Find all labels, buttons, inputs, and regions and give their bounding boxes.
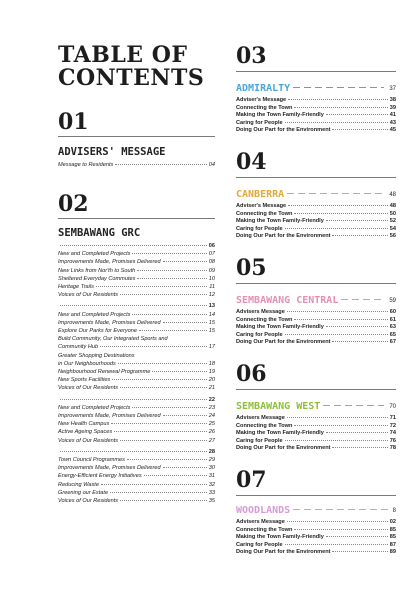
toc-entry[interactable]	[236, 549, 396, 555]
leader-dots	[132, 314, 206, 315]
toc-entry[interactable]	[236, 430, 396, 436]
toc-entry[interactable]	[236, 415, 396, 421]
leader-dots	[285, 440, 388, 441]
toc-entry-label: New and Completed Projects	[58, 251, 131, 258]
toc-entry-label: Explore Our Parks for Everyone	[58, 328, 137, 334]
leader-dots	[332, 551, 387, 552]
toc-entry-label: Improvements Made, Promises Delivered	[58, 319, 161, 326]
section-heading-sembawang-grc: SEMBAWANG GRC	[58, 227, 141, 239]
toc-title	[58, 44, 204, 90]
toc-entry-page: 67	[389, 339, 396, 346]
toc-entry-label: in Our Neighbourhoods	[58, 360, 116, 367]
toc-entry[interactable]	[58, 473, 215, 479]
section-heading-row[interactable]	[236, 505, 396, 517]
leader-dots	[326, 536, 388, 537]
leader-dots	[100, 346, 207, 347]
leader-dots	[152, 371, 206, 372]
toc-entry-page: 10	[208, 275, 215, 282]
toc-entry[interactable]	[58, 498, 215, 504]
toc-entry[interactable]	[58, 438, 215, 444]
toc-entry[interactable]	[236, 226, 396, 232]
toc-entry-label: Making the Town Family-Friendly	[236, 218, 324, 225]
toc-entry-page: 30	[208, 465, 215, 472]
toc-entry[interactable]	[236, 233, 396, 239]
toc-entry-page: 35	[208, 498, 215, 504]
toc-entry-label: Caring for People	[236, 437, 283, 444]
toc-entry-label: Caring for People	[236, 331, 283, 338]
section-heading-page: 59	[389, 298, 396, 304]
toc-entry-page: 48	[389, 203, 396, 209]
toc-entry[interactable]	[58, 405, 215, 411]
toc-entry-page: 85	[389, 526, 396, 533]
leader-dots	[163, 261, 207, 262]
toc-entry-page: 87	[389, 541, 396, 548]
toc-entry-page: 29	[208, 457, 215, 463]
toc-entry-page: 17	[208, 344, 215, 351]
divider	[58, 218, 215, 219]
toc-entry-page: 18	[208, 360, 215, 367]
leader-dots	[120, 294, 207, 295]
toc-entry-page: 23	[208, 404, 215, 411]
toc-entry-label: Improvements Made, Promises Delivered	[58, 413, 161, 419]
leader-dots	[60, 399, 207, 400]
leader-dots	[137, 278, 206, 279]
toc-entry[interactable]	[58, 449, 215, 455]
leader-dots	[60, 451, 207, 452]
toc-entry-page: 27	[208, 437, 215, 444]
toc-entry-label: Making the Town Family-Friendly	[236, 112, 324, 119]
toc-entry[interactable]	[236, 332, 396, 338]
toc-entry-label: Voices of Our Residents	[58, 292, 119, 299]
leader-dots	[287, 521, 388, 522]
toc-entry[interactable]	[236, 317, 396, 323]
section-number-03: 03	[236, 43, 267, 69]
section-heading: CANBERRA	[236, 189, 285, 200]
divider	[236, 283, 396, 284]
toc-entry-page: 04	[208, 162, 215, 168]
leader-dashes	[323, 405, 384, 406]
toc-entry-label: Greening our Estate	[58, 489, 109, 496]
leader-dots	[120, 440, 207, 441]
leader-dots	[294, 425, 387, 426]
toc-entry-page: 78	[389, 445, 396, 452]
toc-entry[interactable]	[236, 211, 396, 217]
toc-entry[interactable]	[58, 268, 215, 274]
toc-entry[interactable]	[58, 385, 215, 391]
section-heading: SEMBAWANG WEST	[236, 401, 321, 412]
leader-dots	[114, 431, 207, 432]
toc-entry[interactable]	[236, 438, 396, 444]
toc-entry[interactable]	[58, 421, 215, 427]
leader-dots	[96, 286, 207, 287]
toc-entry[interactable]	[58, 276, 215, 282]
toc-entry[interactable]	[236, 527, 396, 533]
toc-entry-label: Making the Town Family-Friendly	[236, 430, 324, 437]
toc-entry-label: New and Completed Projects	[58, 404, 131, 411]
toc-entry[interactable]	[236, 203, 396, 209]
section-number-04: 04	[236, 149, 267, 175]
leader-dashes	[293, 87, 384, 88]
toc-entry-page: 15	[208, 328, 215, 334]
section-heading: WOODLANDS	[236, 505, 291, 516]
toc-entry-page: 28	[208, 448, 215, 455]
toc-entry-label: Voices of Our Residents	[58, 385, 119, 392]
toc-entry[interactable]	[236, 309, 396, 315]
toc-entry[interactable]	[58, 328, 215, 334]
section-heading-page: 8	[392, 508, 396, 514]
toc-entry[interactable]	[236, 120, 396, 126]
toc-entry-label: Doing Our Part for the Environment	[236, 549, 331, 556]
leader-dots	[288, 205, 388, 206]
toc-entry[interactable]	[58, 429, 215, 435]
toc-entry-page: 56	[389, 233, 396, 240]
toc-entry-page: 13	[208, 303, 215, 310]
toc-entry-label: Active Ageing Spaces	[58, 429, 113, 436]
section-heading-row[interactable]	[236, 295, 396, 307]
toc-entry-label: Adviser's Message	[236, 97, 287, 103]
leader-dots	[332, 447, 387, 448]
section-heading-row[interactable]	[236, 83, 396, 95]
toc-entry-label: Advisers Message	[236, 415, 285, 421]
leader-dots	[326, 432, 388, 433]
toc-entry-page: 19	[208, 369, 215, 375]
toc-entry[interactable]	[58, 344, 215, 350]
toc-entry-page: 65	[389, 331, 396, 338]
toc-entry-page: 60	[389, 309, 396, 315]
leader-dots	[332, 129, 387, 130]
toc-entry-page: 72	[389, 422, 396, 429]
toc-entry[interactable]	[58, 292, 215, 298]
leader-dots	[294, 213, 387, 214]
toc-entry[interactable]	[236, 105, 396, 111]
leader-dots	[326, 114, 388, 115]
toc-entry[interactable]	[58, 377, 215, 383]
divider	[236, 177, 396, 178]
toc-entry-label: Town Council Programmes	[58, 457, 125, 463]
section-number-02: 02	[58, 191, 89, 217]
toc-entry[interactable]	[58, 259, 215, 265]
toc-entry-label: Heritage Trails	[58, 284, 94, 290]
leader-dots	[285, 122, 388, 123]
toc-entry[interactable]	[236, 519, 396, 525]
leader-dots	[287, 311, 388, 312]
toc-entry-page: 08	[208, 259, 215, 266]
toc-entry-page: 26	[208, 429, 215, 436]
toc-entry[interactable]	[58, 482, 215, 488]
leader-dots	[132, 253, 206, 254]
leader-dots	[101, 484, 207, 485]
section-number-05: 05	[236, 255, 267, 281]
section-heading-row[interactable]	[236, 189, 396, 201]
toc-entry[interactable]	[236, 97, 396, 103]
toc-entry[interactable]	[58, 397, 215, 403]
leader-dots	[120, 387, 207, 388]
toc-entry-label: Caring for People	[236, 119, 283, 126]
toc-entry-label: Making the Town Family-Friendly	[236, 324, 324, 331]
leader-dots	[111, 423, 206, 424]
toc-title-line2: CONTENTS	[58, 65, 205, 91]
toc-entry[interactable]	[236, 339, 396, 345]
toc-entry-page: 85	[389, 534, 396, 541]
toc-entry-label: New Links from Nor'th to South	[58, 267, 136, 274]
toc-entry-label: Build Community, Our Integrated Sports and	[58, 336, 168, 343]
toc-entry-page: 24	[208, 413, 215, 419]
toc-entry[interactable]	[58, 353, 215, 359]
toc-entry-label: Improvements Made, Promises Delivered	[58, 259, 161, 266]
toc-entry[interactable]	[58, 320, 215, 326]
toc-entry[interactable]	[236, 445, 396, 451]
toc-entry-label: Making the Town Family-Friendly	[236, 534, 324, 541]
toc-entry-label: Neighbourhood Renewal Programme	[58, 369, 151, 375]
toc-entry-page: 25	[208, 421, 215, 428]
toc-entry-page: 63	[389, 324, 396, 331]
toc-entry-label: Reducing Waste	[58, 481, 99, 488]
leader-dots	[326, 326, 388, 327]
leader-dots	[288, 99, 388, 100]
divider	[236, 495, 396, 496]
toc-entry-page: 20	[208, 377, 215, 384]
leader-dots	[285, 334, 388, 335]
divider	[58, 136, 215, 137]
leader-dashes	[287, 193, 384, 194]
toc-entry-page: 32	[208, 481, 215, 488]
section-heading-page: 48	[389, 192, 396, 198]
divider	[236, 71, 396, 72]
leader-dots	[332, 235, 387, 236]
toc-entry-label: Connecting the Town	[236, 526, 293, 533]
toc-entry-label: Caring for People	[236, 541, 283, 548]
toc-entry[interactable]	[58, 336, 215, 342]
toc-entry-page: 61	[389, 316, 396, 323]
toc-entry-page: 11	[209, 284, 215, 290]
leader-dots	[294, 529, 387, 530]
toc-entry-page: 89	[389, 549, 396, 556]
toc-entry-label: Doing Our Part for the Environment	[236, 127, 331, 134]
leader-dots	[118, 363, 207, 364]
toc-entry-page: 76	[389, 437, 396, 444]
leader-dots	[60, 245, 207, 246]
toc-entry[interactable]	[58, 465, 215, 471]
toc-entry-label: Community Hub	[58, 344, 99, 351]
section-heading: SEMBAWANG CENTRAL	[236, 295, 339, 306]
toc-entry-page: 74	[389, 430, 396, 437]
toc-entry[interactable]	[58, 312, 215, 318]
toc-entry-label: New and Completed Projects	[58, 311, 131, 318]
toc-entry[interactable]	[236, 534, 396, 540]
toc-title-line1: TABLE OF	[58, 42, 188, 68]
toc-entry-page: 43	[389, 119, 396, 126]
leader-dots	[294, 319, 387, 320]
toc-entry[interactable]	[58, 361, 215, 367]
toc-entry[interactable]	[58, 490, 215, 496]
toc-entry-label: Voices of Our Residents	[58, 437, 119, 444]
leader-dots	[120, 500, 207, 501]
leader-dots	[285, 228, 388, 229]
leader-dots	[115, 164, 206, 165]
toc-entry-label: Doing Our Part for the Environment	[236, 339, 331, 346]
leader-dots	[332, 341, 387, 342]
toc-entry-label: Voices of Our Residents	[58, 498, 119, 504]
toc-entry-label: New Sports Facilities	[58, 377, 111, 384]
toc-entry-page: 06	[208, 243, 215, 249]
leader-dots	[144, 475, 207, 476]
toc-entry-label: Connecting the Town	[236, 316, 293, 323]
toc-entry-page: 07	[208, 251, 215, 258]
toc-entry-page: 38	[389, 97, 396, 103]
toc-entry-label: Greater Shopping Destinations	[58, 352, 135, 359]
toc-entry-label: Doing Our Part for the Environment	[236, 233, 331, 240]
toc-entry[interactable]	[58, 243, 215, 249]
toc-entry[interactable]	[236, 423, 396, 429]
toc-entry-label: Message to Residents	[58, 162, 114, 168]
leader-dots	[163, 467, 207, 468]
toc-entry[interactable]	[58, 413, 215, 419]
toc-entry-label: Advisers Message	[236, 519, 285, 525]
toc-entry[interactable]	[236, 542, 396, 548]
toc-entry-page: 21	[208, 385, 215, 392]
toc-entry-page: 12	[208, 292, 215, 299]
toc-entry-page: 02	[389, 519, 396, 525]
leader-dots	[112, 379, 207, 380]
toc-entry-label: Doing Our Part for the Environment	[236, 445, 331, 452]
section-heading-row[interactable]	[236, 401, 396, 413]
toc-entry-label: Caring for People	[236, 225, 283, 232]
toc-entry-page: 09	[208, 267, 215, 274]
toc-entry-page: 33	[208, 489, 215, 496]
section-number-06: 06	[236, 361, 267, 387]
leader-dots	[127, 459, 207, 460]
toc-entry-page: 39	[389, 104, 396, 111]
toc-entry[interactable]	[58, 162, 215, 168]
toc-entry-page: 52	[389, 218, 396, 225]
leader-dots	[60, 305, 207, 306]
toc-entry-page: 50	[389, 210, 396, 217]
leader-dots	[294, 107, 387, 108]
toc-entry-label: Connecting the Town	[236, 422, 293, 429]
leader-dots	[163, 415, 207, 416]
leader-dots	[326, 220, 388, 221]
toc-entry[interactable]	[58, 457, 215, 463]
toc-entry-page: 31	[208, 473, 215, 480]
section-heading-page: 70	[389, 404, 396, 410]
toc-entry[interactable]	[236, 324, 396, 330]
leader-dots	[139, 330, 207, 331]
leader-dashes	[341, 299, 384, 300]
toc-entry-page: 45	[389, 127, 396, 134]
toc-entry[interactable]	[58, 303, 215, 309]
toc-entry[interactable]	[58, 369, 215, 375]
toc-entry-page: 22	[208, 396, 215, 403]
leader-dots	[285, 544, 388, 545]
divider	[236, 389, 396, 390]
toc-entry-page: 15	[208, 319, 215, 326]
toc-entry[interactable]	[236, 127, 396, 133]
section-number-01: 01	[58, 109, 89, 135]
toc-entry-label: Improvements Made, Promises Delivered	[58, 465, 161, 472]
leader-dots	[163, 322, 207, 323]
leader-dots	[132, 407, 206, 408]
toc-entry-label: New Health Campus	[58, 421, 110, 428]
toc-entry-page: 14	[208, 311, 215, 318]
toc-entry[interactable]	[58, 251, 215, 257]
toc-entry[interactable]	[58, 284, 215, 290]
toc-entry-label: Connecting the Town	[236, 104, 293, 111]
toc-entry-page: 54	[389, 225, 396, 232]
toc-entry-page: 71	[389, 415, 396, 421]
toc-entry-label: Advisers Message	[236, 309, 285, 315]
leader-dashes	[293, 509, 387, 510]
section-heading-advisers-message: ADVISERS' MESSAGE	[58, 146, 166, 158]
leader-dots	[287, 417, 388, 418]
toc-entry-label: Connecting the Town	[236, 210, 293, 217]
toc-entry[interactable]	[236, 218, 396, 224]
leader-dots	[137, 270, 207, 271]
leader-dots	[110, 492, 207, 493]
section-number-07: 07	[236, 467, 267, 493]
section-heading-page: 37	[389, 86, 396, 92]
toc-entry-page: 41	[389, 112, 396, 119]
toc-entry-label: Energy-Efficient Energy Initiatives	[58, 473, 142, 480]
toc-entry[interactable]	[236, 112, 396, 118]
section-heading: ADMIRALTY	[236, 83, 291, 94]
toc-entry-label: Adviser's Message	[236, 203, 287, 209]
toc-entry-label: Sheltered Everyday Commutes	[58, 275, 136, 282]
